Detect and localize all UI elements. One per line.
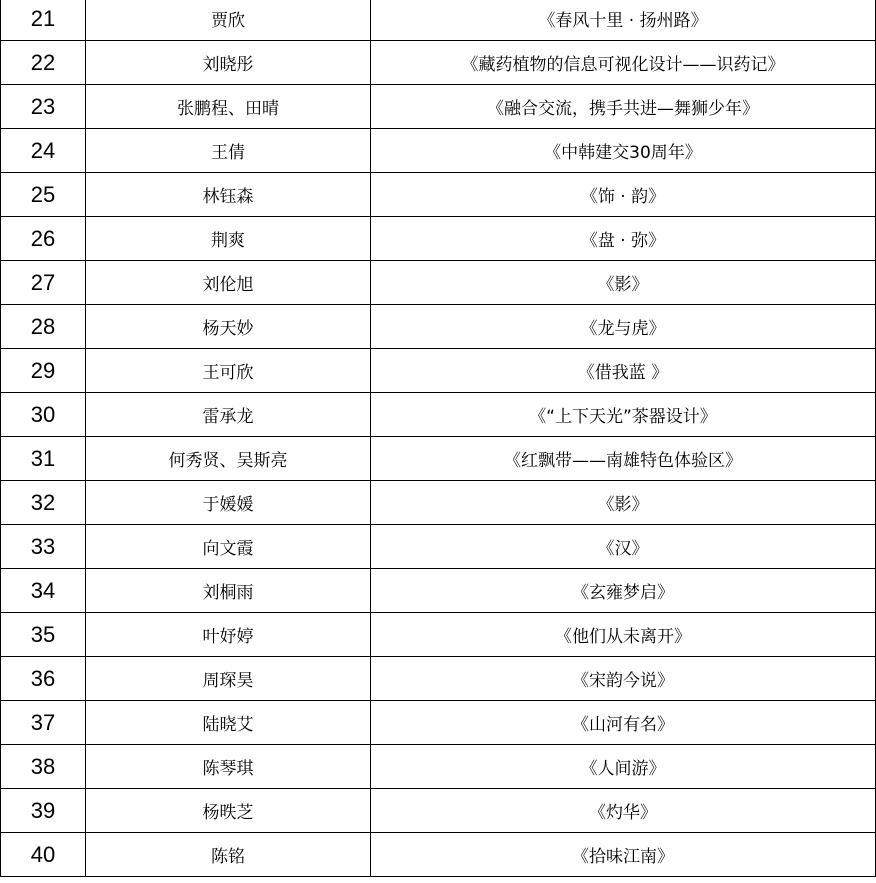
author-name: 杨天妙: [86, 305, 371, 349]
table-row: [1, 305, 876, 349]
results-table-body: [1, 0, 876, 877]
table-row: [1, 525, 876, 569]
row-number: 32: [1, 481, 86, 525]
author-name: 周琛昊: [86, 657, 371, 701]
work-title: 《拾味江南》: [371, 833, 876, 877]
table-row: [1, 85, 876, 129]
work-title: 《藏药植物的信息可视化设计——识药记》: [371, 41, 876, 85]
author-name: 张鹏程、田晴: [86, 85, 371, 129]
work-title: 《盘 · 弥》: [371, 217, 876, 261]
table-row: [1, 569, 876, 613]
author-name: 陈铭: [86, 833, 371, 877]
row-number: 37: [1, 701, 86, 745]
author-name: 叶妤婷: [86, 613, 371, 657]
row-number: 35: [1, 613, 86, 657]
author-name: 贾欣: [86, 0, 371, 41]
row-number: 27: [1, 261, 86, 305]
work-title: 《山河有名》: [371, 701, 876, 745]
row-number: 33: [1, 525, 86, 569]
work-title: 《汉》: [371, 525, 876, 569]
table-row: [1, 0, 876, 41]
work-title: 《饰 · 韵》: [371, 173, 876, 217]
work-title: 《融合交流，携手共进—舞狮少年》: [371, 85, 876, 129]
row-number: 36: [1, 657, 86, 701]
row-number: 40: [1, 833, 86, 877]
table-row: [1, 173, 876, 217]
author-name: 杨昳芝: [86, 789, 371, 833]
author-name: 荆爽: [86, 217, 371, 261]
table-row: [1, 833, 876, 877]
author-name: 王可欣: [86, 349, 371, 393]
table-row: [1, 437, 876, 481]
row-number: 28: [1, 305, 86, 349]
author-name: 刘桐雨: [86, 569, 371, 613]
row-number: 34: [1, 569, 86, 613]
work-title: 《中韩建交30周年》: [371, 129, 876, 173]
author-name: 刘晓彤: [86, 41, 371, 85]
row-number: 31: [1, 437, 86, 481]
table-row: [1, 701, 876, 745]
table-row: [1, 393, 876, 437]
work-title: 《人间游》: [371, 745, 876, 789]
table-row: [1, 41, 876, 85]
table-row: [1, 745, 876, 789]
row-number: 25: [1, 173, 86, 217]
table-row: [1, 349, 876, 393]
row-number: 21: [1, 0, 86, 41]
row-number: 29: [1, 349, 86, 393]
work-title: 《春风十里 · 扬州路》: [371, 0, 876, 41]
author-name: 刘伦旭: [86, 261, 371, 305]
author-name: 林钰森: [86, 173, 371, 217]
work-title: 《龙与虎》: [371, 305, 876, 349]
table-row: [1, 129, 876, 173]
work-title: 《影》: [371, 261, 876, 305]
row-number: 39: [1, 789, 86, 833]
author-name: 陈琴琪: [86, 745, 371, 789]
work-title: 《影》: [371, 481, 876, 525]
table-row: [1, 657, 876, 701]
author-name: 何秀贤、吴斯亮: [86, 437, 371, 481]
table-row: [1, 613, 876, 657]
work-title: 《玄雍梦启》: [371, 569, 876, 613]
work-title: 《“上下天光”茶器设计》: [371, 393, 876, 437]
work-title: 《灼华》: [371, 789, 876, 833]
author-name: 陆晓艾: [86, 701, 371, 745]
row-number: 22: [1, 41, 86, 85]
work-title: 《红飘带——南雄特色体验区》: [371, 437, 876, 481]
table-row: [1, 217, 876, 261]
table-row: [1, 481, 876, 525]
work-title: 《宋韵今说》: [371, 657, 876, 701]
row-number: 23: [1, 85, 86, 129]
work-title: 《借我蓝 》: [371, 349, 876, 393]
row-number: 30: [1, 393, 86, 437]
table-row: [1, 261, 876, 305]
author-name: 雷承龙: [86, 393, 371, 437]
row-number: 24: [1, 129, 86, 173]
table-row: [1, 789, 876, 833]
author-name: 王倩: [86, 129, 371, 173]
author-name: 向文霞: [86, 525, 371, 569]
row-number: 26: [1, 217, 86, 261]
work-title: 《他们从未离开》: [371, 613, 876, 657]
row-number: 38: [1, 745, 86, 789]
author-name: 于媛媛: [86, 481, 371, 525]
